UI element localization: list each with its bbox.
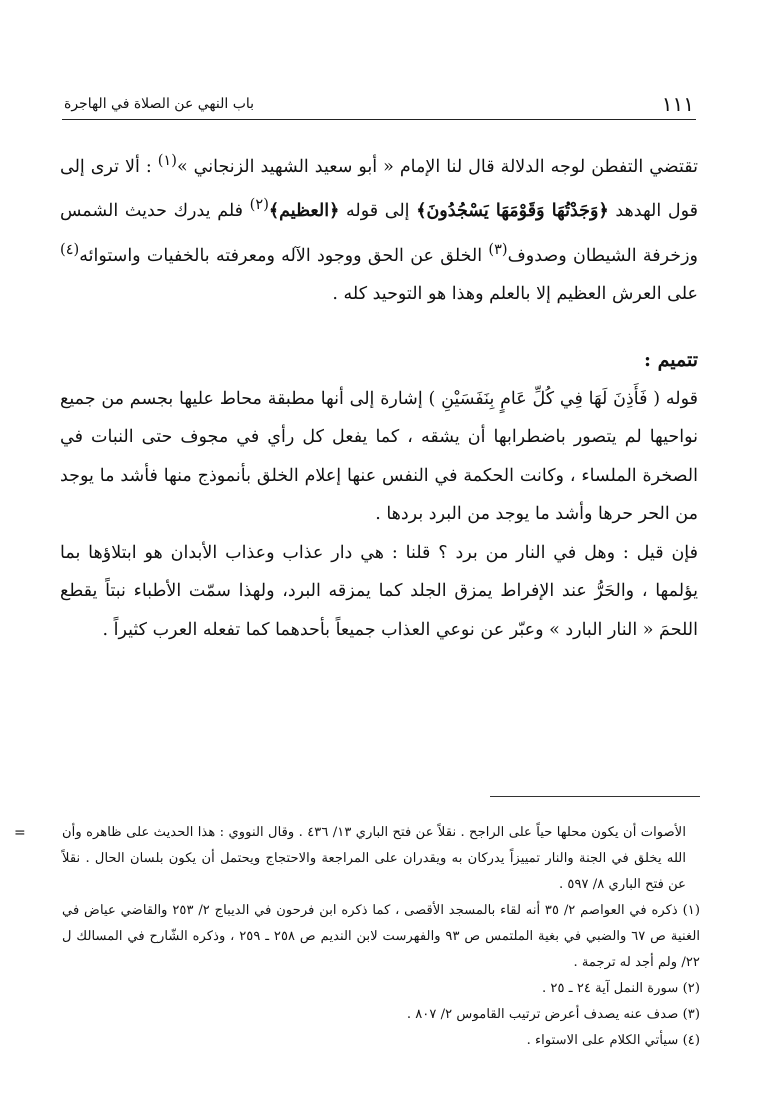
paragraph-3: فإن قيل : وهل في النار من برد ؟ قلنا : هي دار عذاب وعذاب الأبدان هو ابتلاؤها بما يؤلمها ، والحَرُّ عند الإفراط يمزق الجلد كما يمزقه البرد، ولهذا سمّت الأطباء نبتاً يقطع اللحمَ « النار البارد » وعبّر عن نوعي العذاب جميعاً بأحدهما كما تفعله العرب كثيراً . — [60, 542, 698, 640]
footnote-ref-1[interactable]: (١) — [157, 152, 177, 169]
footnotes — [14, 820, 700, 1054]
footnote-rule — [490, 796, 700, 797]
footnote-text: سورة النمل آية ٢٤ ـ ٢٥ . — [542, 981, 679, 996]
running-title: باب النهي عن الصلاة في الهاجرة — [64, 96, 255, 112]
main-text — [60, 142, 698, 649]
footnote-4 — [62, 1028, 700, 1054]
footnote-continuation — [14, 820, 700, 898]
footnote-number: (٤) — [682, 1033, 700, 1048]
footnote-3 — [62, 1002, 700, 1028]
footnote-ref-3[interactable]: (٣) — [488, 240, 508, 258]
footnote-2 — [62, 976, 700, 1002]
page-number: ١١١ — [661, 92, 694, 116]
continuation-mark: = — [14, 825, 26, 841]
paragraph-1: تقتضي التفطن لوجه الدلالة قال لنا الإمام « أبو سعيد الشهيد الزنجاني »$^{(١)}$ : ألا ترى إلى قول الهدهد ﴿وَجَدْتُهَا وَقَوْمَهَا يَسْجُدُونَ﴾ إلى قوله ﴿العظيم﴾$^{(٢)}$ فلم يدرك حديث الشمس وزخرفة الشيطان وصدوف$^{(٣)}$ الخلق عن الحق ووجود الآله ومعرفته بالخفيات واستوائه$^{(٤)}$ على العرش العظيم إلا بالعلم وهذا هو التوحيد كله . — [60, 152, 699, 304]
footnote-ref-2[interactable]: (٢) — [249, 196, 269, 214]
paragraph-2: قوله ( فَأَذِنَ لَهَا فِي كُلِّ عَامٍ بِنَفَسَيْنِ ) إشارة إلى أنها مطبقة محاط عليها بجسم من جميع نواحيها لم يتصور باضطرابها أن يشقه ، كما يفعل كل رأي في مجوف حتى النبات في الصخرة الملساء ، وكانت الحكمة في النفس عنها إعلام الخلق بأنموذج منها فأشد ما يوجد من الحر حرها وأشد ما يوجد من البرد بردها . — [60, 388, 698, 525]
spacer — [60, 313, 698, 341]
footnote-1 — [62, 898, 700, 976]
header-rule — [62, 119, 696, 120]
footnote-number: (١) — [682, 903, 700, 918]
footnote-text: سيأتي الكلام على الاستواء . — [526, 1033, 679, 1048]
footnote-number: (٢) — [682, 981, 700, 996]
footnote-number: (٣) — [682, 1007, 700, 1022]
page-header — [62, 88, 696, 118]
quran-quote: ﴿وَجَدْتُهَا وَقَوْمَهَا يَسْجُدُونَ﴾ — [416, 201, 609, 222]
footnote-ref-4[interactable]: (٤) — [60, 240, 80, 258]
footnote-text: الأصوات أن يكون محلها حياً على الراجح . نقلاً عن فتح الباري ١٣/ ٤٣٦ . وقال النووي : هذا الحديث على ظاهره وأن الله يخلق في الجنة والنار تمييزاً يدركان به ويقدران على المراجعة والاحتجاج ويحتمل أن يكون بلسان الحال . نقلاً عن فتح الباري ٨/ ٥٩٧ . — [62, 825, 686, 892]
section-heading: تتميم : — [643, 349, 698, 372]
footnote-text: صدف عنه يصدف أعرض ترتيب القاموس ٢/ ٨٠٧ . — [406, 1007, 679, 1022]
footnote-text: ذكره في العواصم ٢/ ٣٥ أنه لقاء بالمسجد الأقصى ، كما ذكره ابن فرحون في الديباج ٢/ ٢٥٣ والقاضي عياض في الغنية ص ٦٧ والضبي في بغية الملتمس ص ٩٣ والفهرست لابن النديم ص ٢٥٨ ـ ٢٥٩ ، وذكره الشّارح في المسالك ل ٢٢/ ولم أجد له ترجمة . — [62, 903, 700, 970]
quran-quote: ﴿العظيم﴾ — [268, 201, 340, 222]
